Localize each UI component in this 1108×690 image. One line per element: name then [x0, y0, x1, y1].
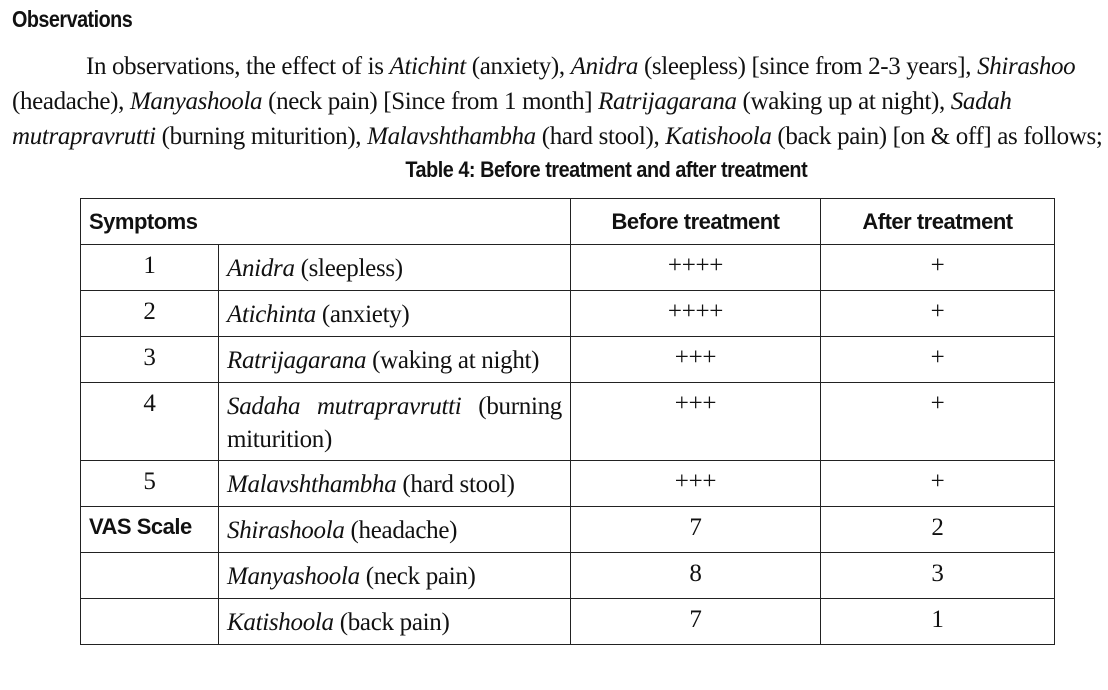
- before-value: +++: [571, 461, 821, 507]
- before-value: +++: [571, 337, 821, 383]
- table-row: [81, 599, 1055, 645]
- after-value: 3: [821, 553, 1055, 599]
- table-caption: Table 4: Before treatment and after treatment: [405, 157, 807, 182]
- table-row: [81, 507, 1055, 553]
- table-row: [81, 337, 1055, 383]
- table-row: [81, 291, 1055, 337]
- symptom-cell: Atichinta (anxiety): [219, 291, 571, 337]
- after-value: +: [821, 245, 1055, 291]
- symptom-cell: Sadaha mutrapravrutti (burning miturition): [219, 383, 571, 461]
- empty-cell: [81, 553, 219, 599]
- table-row: [81, 461, 1055, 507]
- table-row: [81, 245, 1055, 291]
- paragraph-line-3: mutrapravrutti (burning miturition), Malavshthambha (hard stool), Katishoola (back pain) [on & off] as follows;: [12, 123, 1103, 150]
- before-value: 7: [571, 599, 821, 645]
- before-value: 8: [571, 553, 821, 599]
- row-index: 5: [81, 461, 219, 507]
- treatment-table: [80, 198, 1055, 645]
- before-value: ++++: [571, 245, 821, 291]
- symptom-cell: Shirashoola (headache): [219, 507, 571, 553]
- symptom-cell: Anidra (sleepless): [219, 245, 571, 291]
- vas-scale-label: VAS Scale: [81, 507, 219, 553]
- paragraph-line-1: In observations, the effect of is Atichint (anxiety), Anidra (sleepless) [since from 2-3 years], Shirashoo: [86, 53, 1076, 80]
- symptom-cell: Katishoola (back pain): [219, 599, 571, 645]
- row-index: 1: [81, 245, 219, 291]
- header-before: Before treatment: [571, 199, 821, 245]
- empty-cell: [81, 599, 219, 645]
- observations-paragraph: [12, 49, 1108, 154]
- header-symptoms: Symptoms: [81, 199, 571, 245]
- before-value: ++++: [571, 291, 821, 337]
- after-value: 2: [821, 507, 1055, 553]
- after-value: 1: [821, 599, 1055, 645]
- after-value: +: [821, 383, 1055, 461]
- after-value: +: [821, 337, 1055, 383]
- after-value: +: [821, 461, 1055, 507]
- after-value: +: [821, 291, 1055, 337]
- before-value: 7: [571, 507, 821, 553]
- symptom-cell: Ratrijagarana (waking at night): [219, 337, 571, 383]
- row-index: 2: [81, 291, 219, 337]
- table-row: [81, 383, 1055, 461]
- row-index: 4: [81, 383, 219, 461]
- symptom-cell: Manyashoola (neck pain): [219, 553, 571, 599]
- header-after: After treatment: [821, 199, 1055, 245]
- before-value: +++: [571, 383, 821, 461]
- table-row: [81, 553, 1055, 599]
- section-heading: Observations: [12, 6, 133, 32]
- symptom-cell: Malavshthambha (hard stool): [219, 461, 571, 507]
- row-index: 3: [81, 337, 219, 383]
- table-header-row: [81, 199, 1055, 245]
- paragraph-line-2: (headache), Manyashoola (neck pain) [Since from 1 month] Ratrijagarana (waking up at night), Sadah: [12, 88, 1012, 115]
